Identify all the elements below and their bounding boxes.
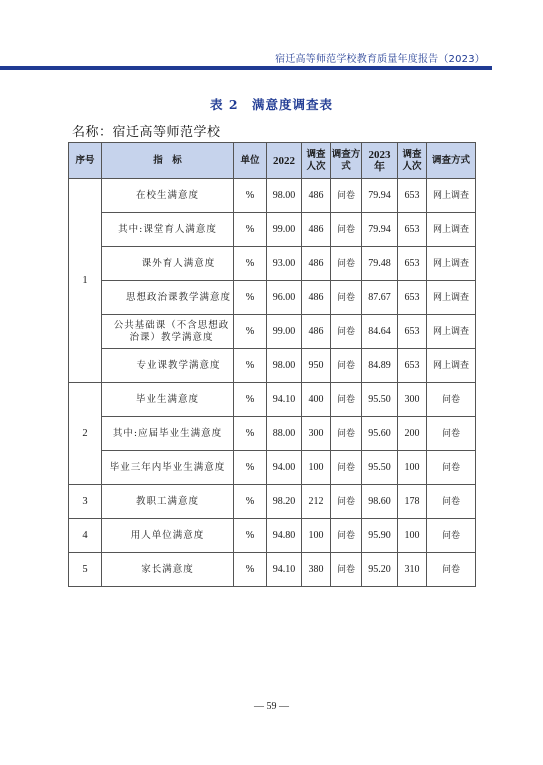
- unit-name-label: 名称：宿迁高等师范学校: [72, 125, 221, 140]
- count-2023-cell: 653: [398, 315, 427, 349]
- sequence-number-cell: 1: [69, 179, 102, 383]
- sequence-number-cell: 4: [69, 519, 102, 553]
- col-header-seq: 序号: [69, 143, 102, 179]
- method-2023-cell: 网上调查: [427, 179, 476, 213]
- value-2022-cell: 99.00: [267, 213, 302, 247]
- count-2023-cell: 100: [398, 451, 427, 485]
- value-2023-cell: 79.94: [362, 213, 398, 247]
- method-2023-cell: 网上调查: [427, 213, 476, 247]
- indicator-cell: 专业课教学满意度: [102, 349, 234, 383]
- value-2023-cell: 84.89: [362, 349, 398, 383]
- unit-cell: %: [234, 519, 267, 553]
- count-2023-cell: 653: [398, 281, 427, 315]
- count-2023-cell: 310: [398, 553, 427, 587]
- value-2022-cell: 94.80: [267, 519, 302, 553]
- unit-cell: %: [234, 383, 267, 417]
- count-2022-cell: 100: [302, 451, 331, 485]
- unit-cell: %: [234, 553, 267, 587]
- value-2023-cell: 95.50: [362, 451, 398, 485]
- header-divider: [0, 66, 492, 70]
- method-2022-cell: 问卷: [331, 417, 362, 451]
- count-2022-cell: 486: [302, 213, 331, 247]
- col-header-method-2023: 调查方式: [427, 143, 476, 179]
- indicator-cell: 毕业生满意度: [102, 383, 234, 417]
- value-2022-cell: 94.10: [267, 383, 302, 417]
- count-2022-cell: 486: [302, 179, 331, 213]
- count-2022-cell: 300: [302, 417, 331, 451]
- count-2022-cell: 380: [302, 553, 331, 587]
- method-2023-cell: 网上调查: [427, 315, 476, 349]
- table-header-row: [69, 143, 476, 179]
- table-row: [69, 485, 476, 519]
- value-2023-cell: 95.50: [362, 383, 398, 417]
- count-2023-cell: 653: [398, 213, 427, 247]
- method-2022-cell: 问卷: [331, 519, 362, 553]
- method-2023-cell: 问卷: [427, 485, 476, 519]
- value-2023-cell: 79.94: [362, 179, 398, 213]
- count-2022-cell: 486: [302, 281, 331, 315]
- value-2022-cell: 88.00: [267, 417, 302, 451]
- unit-cell: %: [234, 451, 267, 485]
- table-row: [69, 553, 476, 587]
- unit-cell: %: [234, 213, 267, 247]
- method-2023-cell: 问卷: [427, 451, 476, 485]
- col-header-method-2022: 调查方式: [331, 143, 362, 179]
- count-2023-cell: 300: [398, 383, 427, 417]
- method-2022-cell: 问卷: [331, 247, 362, 281]
- indicator-cell: 教职工满意度: [102, 485, 234, 519]
- report-header-title: 宿迁高等师范学校教育质量年度报告（2023）: [275, 54, 485, 65]
- table-caption: 表 2 满意度调查表: [209, 97, 334, 112]
- value-2022-cell: 99.00: [267, 315, 302, 349]
- method-2022-cell: 问卷: [331, 315, 362, 349]
- count-2022-cell: 486: [302, 315, 331, 349]
- method-2022-cell: 问卷: [331, 281, 362, 315]
- unit-cell: %: [234, 485, 267, 519]
- value-2023-cell: 87.67: [362, 281, 398, 315]
- col-header-count-2023: 调查人次: [398, 143, 427, 179]
- value-2022-cell: 96.00: [267, 281, 302, 315]
- method-2023-cell: 问卷: [427, 553, 476, 587]
- value-2022-cell: 94.00: [267, 451, 302, 485]
- method-2022-cell: 问卷: [331, 179, 362, 213]
- sequence-number-cell: 3: [69, 485, 102, 519]
- indicator-cell: 在校生满意度: [102, 179, 234, 213]
- table-row: [69, 519, 476, 553]
- indicator-cell: 思想政治课教学满意度: [102, 281, 234, 315]
- count-2023-cell: 100: [398, 519, 427, 553]
- method-2022-cell: 问卷: [331, 349, 362, 383]
- count-2023-cell: 200: [398, 417, 427, 451]
- satisfaction-survey-table: [68, 142, 476, 587]
- count-2023-cell: 653: [398, 179, 427, 213]
- value-2022-cell: 98.00: [267, 179, 302, 213]
- col-header-unit: 单位: [234, 143, 267, 179]
- method-2022-cell: 问卷: [331, 485, 362, 519]
- unit-cell: %: [234, 247, 267, 281]
- method-2023-cell: 问卷: [427, 417, 476, 451]
- method-2023-cell: 问卷: [427, 519, 476, 553]
- unit-cell: %: [234, 349, 267, 383]
- col-header-indicator: 指 标: [102, 143, 234, 179]
- count-2022-cell: 212: [302, 485, 331, 519]
- count-2023-cell: 653: [398, 349, 427, 383]
- unit-cell: %: [234, 417, 267, 451]
- table-row: [69, 179, 476, 213]
- indicator-cell: 公共基础课（不含思想政治课）教学满意度: [102, 315, 234, 349]
- table-row: [69, 349, 476, 383]
- unit-cell: %: [234, 281, 267, 315]
- indicator-cell: 课外育人满意度: [102, 247, 234, 281]
- sequence-number-cell: 2: [69, 383, 102, 485]
- value-2023-cell: 79.48: [362, 247, 398, 281]
- value-2023-cell: 98.60: [362, 485, 398, 519]
- table-row: [69, 281, 476, 315]
- method-2022-cell: 问卷: [331, 213, 362, 247]
- table-row: [69, 451, 476, 485]
- method-2023-cell: 网上调查: [427, 281, 476, 315]
- indicator-cell: 其中:应届毕业生满意度: [102, 417, 234, 451]
- indicator-cell: 其中:课堂育人满意度: [102, 213, 234, 247]
- count-2022-cell: 950: [302, 349, 331, 383]
- value-2023-cell: 95.90: [362, 519, 398, 553]
- col-header-2022: 2022: [267, 143, 302, 179]
- table-row: [69, 247, 476, 281]
- count-2023-cell: 653: [398, 247, 427, 281]
- unit-cell: %: [234, 179, 267, 213]
- method-2022-cell: 问卷: [331, 383, 362, 417]
- indicator-cell: 家长满意度: [102, 553, 234, 587]
- count-2022-cell: 400: [302, 383, 331, 417]
- value-2023-cell: 95.60: [362, 417, 398, 451]
- method-2023-cell: 问卷: [427, 383, 476, 417]
- table-body: [69, 179, 476, 587]
- indicator-cell: 毕业三年内毕业生满意度: [102, 451, 234, 485]
- sequence-number-cell: 5: [69, 553, 102, 587]
- col-header-count-2022: 调查人次: [302, 143, 331, 179]
- table-row: [69, 315, 476, 349]
- method-2022-cell: 问卷: [331, 553, 362, 587]
- value-2022-cell: 94.10: [267, 553, 302, 587]
- count-2023-cell: 178: [398, 485, 427, 519]
- value-2022-cell: 98.00: [267, 349, 302, 383]
- method-2023-cell: 网上调查: [427, 247, 476, 281]
- value-2023-cell: 84.64: [362, 315, 398, 349]
- value-2022-cell: 93.00: [267, 247, 302, 281]
- table-row: [69, 213, 476, 247]
- unit-cell: %: [234, 315, 267, 349]
- table-row: [69, 417, 476, 451]
- method-2023-cell: 网上调查: [427, 349, 476, 383]
- value-2023-cell: 95.20: [362, 553, 398, 587]
- value-2022-cell: 98.20: [267, 485, 302, 519]
- table-row: [69, 383, 476, 417]
- count-2022-cell: 100: [302, 519, 331, 553]
- col-header-2023: 2023 年: [362, 143, 398, 179]
- page-number: — 59 —: [254, 701, 289, 712]
- indicator-cell: 用人单位满意度: [102, 519, 234, 553]
- count-2022-cell: 486: [302, 247, 331, 281]
- method-2022-cell: 问卷: [331, 451, 362, 485]
